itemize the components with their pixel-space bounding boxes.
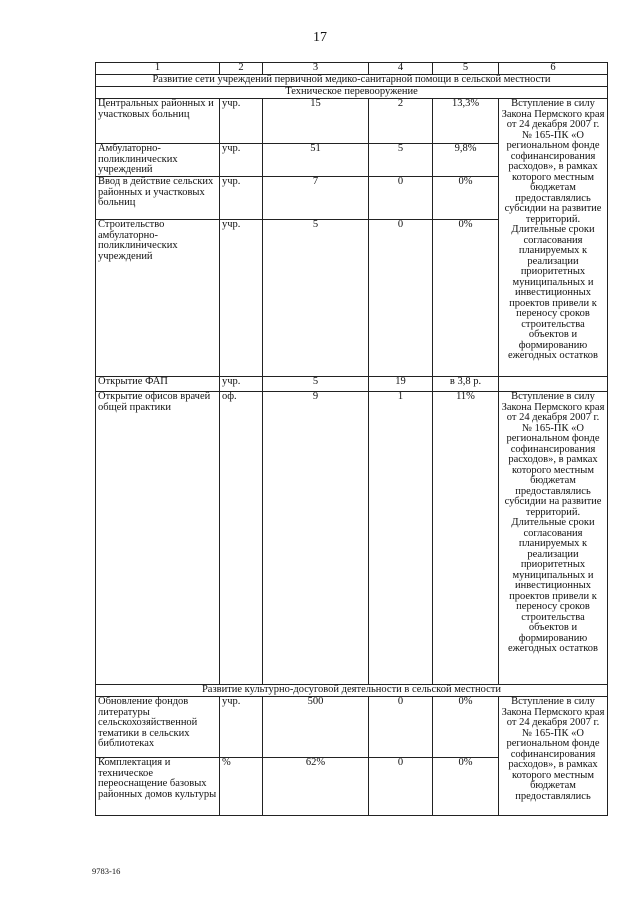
indicator-name: Амбулаторно-поликлинических учреждений (96, 144, 220, 177)
unit-cell: учр. (220, 99, 263, 144)
percent-value: 0% (433, 220, 499, 377)
explanation-note: Вступление в силу Закона Пермского края от 24 декабря 2007 г. № 165-ПК «О региональном фонде софинансирования расходов», в рамках которого местным бюджетам предоставлялись субсидии на развитие территорий. Длительные сроки согласования планируемых к реализации приоритетных муниципальных и инвестиционных проектов привели к переносу сроков строительства объектов и формированию ежегодных остатков (499, 392, 608, 685)
percent-value: в 3,8 р. (433, 377, 499, 392)
unit-cell: учр. (220, 377, 263, 392)
section-row (96, 75, 608, 87)
unit-cell: учр. (220, 220, 263, 377)
footer-code: 9783-16 (92, 866, 121, 876)
indicator-name: Центральных районных и участковых больниц (96, 99, 220, 144)
percent-value: 9,8% (433, 144, 499, 177)
actual-value: 19 (369, 377, 433, 392)
actual-value: 1 (369, 392, 433, 685)
actual-value: 5 (369, 144, 433, 177)
column-header: 6 (499, 63, 608, 75)
subsection-title: Техническое перевооружение (96, 87, 608, 99)
actual-value: 0 (369, 758, 433, 816)
unit-cell: % (220, 758, 263, 816)
section-row (96, 685, 608, 697)
unit-cell: учр. (220, 144, 263, 177)
explanation-note: Вступление в силу Закона Пермского края от 24 декабря 2007 г. № 165-ПК «О региональном фонде софинансирования расходов», в рамках которого местным бюджетам предоставлялись (499, 697, 608, 816)
planned-value: 9 (263, 392, 369, 685)
explanation-note: Вступление в силу Закона Пермского края от 24 декабря 2007 г. № 165-ПК «О региональном фонде софинансирования расходов», в рамках которого местным бюджетам предоставлялись субсидии на развитие территорий. Длительные сроки согласования планируемых к реализации приоритетных муниципальных и инвестиционных проектов привели к переносу сроков строительства объектов и формированию ежегодных остатков (499, 99, 608, 377)
planned-value: 15 (263, 99, 369, 144)
table-row (96, 99, 608, 144)
indicator-name: Открытие офисов врачей общей практики (96, 392, 220, 685)
report-table (95, 62, 608, 816)
planned-value: 51 (263, 144, 369, 177)
actual-value: 0 (369, 220, 433, 377)
column-number-row (96, 63, 608, 75)
percent-value: 13,3% (433, 99, 499, 144)
indicator-name: Комплектация и техническое переоснащение базовых районных домов культуры (96, 758, 220, 816)
column-header: 5 (433, 63, 499, 75)
percent-value: 11% (433, 392, 499, 685)
planned-value: 5 (263, 220, 369, 377)
actual-value: 2 (369, 99, 433, 144)
percent-value: 0% (433, 758, 499, 816)
unit-cell: оф. (220, 392, 263, 685)
planned-value: 62% (263, 758, 369, 816)
unit-cell: учр. (220, 697, 263, 758)
section-title: Развитие сети учреждений первичной медико-санитарной помощи в сельской местности (96, 75, 608, 87)
percent-value: 0% (433, 177, 499, 220)
page-number: 17 (313, 30, 327, 45)
actual-value: 0 (369, 177, 433, 220)
planned-value: 7 (263, 177, 369, 220)
section-title: Развитие культурно-досуговой деятельности в сельской местности (96, 685, 608, 697)
subsection-row (96, 87, 608, 99)
column-header: 4 (369, 63, 433, 75)
percent-value: 0% (433, 697, 499, 758)
actual-value: 0 (369, 697, 433, 758)
table-row (96, 697, 608, 758)
column-header: 1 (96, 63, 220, 75)
planned-value: 500 (263, 697, 369, 758)
table-row (96, 392, 608, 685)
indicator-name: Ввод в действие сельских районных и участковых больниц (96, 177, 220, 220)
indicator-name: Открытие ФАП (96, 377, 220, 392)
column-header: 2 (220, 63, 263, 75)
table-row (96, 377, 608, 392)
column-header: 3 (263, 63, 369, 75)
planned-value: 5 (263, 377, 369, 392)
unit-cell: учр. (220, 177, 263, 220)
indicator-name: Обновление фондов литературы сельскохозяйственной тематики в сельских библиотеках (96, 697, 220, 758)
empty-note-cell (499, 377, 608, 392)
indicator-name: Строительство амбулаторно-поликлинических учреждений (96, 220, 220, 377)
